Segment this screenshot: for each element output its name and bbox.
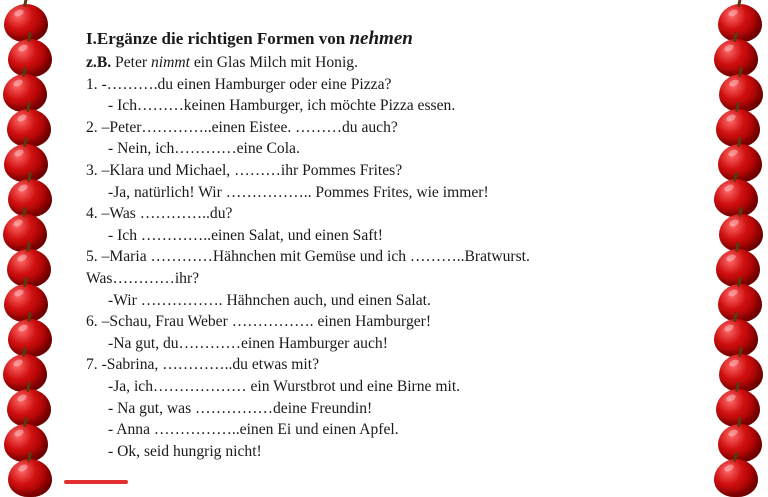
apple-icon [8, 179, 52, 217]
exercise-line: -Ja, ich……………… ein Wurstbrot und eine Birne mit. [108, 377, 461, 395]
exercise-line: - Ich………keinen Hamburger, ich möchte Pizza essen. [108, 97, 456, 115]
apple-icon [4, 144, 48, 182]
apple-icon [3, 214, 47, 252]
exercise-line: 1. -……….du einen Hamburger oder eine Pizza? [86, 75, 392, 93]
example-line [86, 52, 706, 74]
exercise-line: 6. –Schau, Frau Weber ……………. einen Hamburger! [86, 313, 432, 331]
exercise-line: - Nein, ich…………eine Cola. [108, 140, 300, 158]
apple-icon [8, 459, 52, 497]
apple-icon [7, 109, 51, 147]
exercise-line: Was…………ihr? [86, 269, 200, 287]
exercise-line: 2. –Peter…………..einen Eistee. ………du auch? [86, 118, 398, 136]
exercise-line: - Na gut, was ……………deine Freundin! [108, 399, 373, 417]
apple-icon [8, 319, 52, 357]
worksheet-title [86, 26, 706, 52]
apple-icon [719, 214, 763, 252]
apple-icon [718, 144, 762, 182]
exercise-line: -Wir ……………. Hähnchen auch, und einen Salat. [108, 291, 431, 309]
exercise-line: 5. –Maria …………Hähnchen mit Gemüse und ich ………..Bratwurst. [86, 248, 530, 266]
apple-icon [714, 39, 758, 77]
apple-border-left [0, 0, 56, 484]
exercise-line: -Ja, natürlich! Wir …………….. Pommes Frites, wie immer! [108, 183, 489, 201]
exercise-line: 7. -Sabrina, …………..du etwas mit? [86, 356, 320, 374]
example-post: ein Glas Milch mit Honig. [189, 54, 359, 71]
apple-icon [718, 424, 762, 462]
red-bar [64, 480, 128, 484]
apple-border-right [712, 0, 768, 484]
apple-icon [7, 249, 51, 287]
title-text: I.Ergänze die richtigen Formen von [86, 29, 350, 48]
apple-icon [3, 74, 47, 112]
title-verb: nehmen [349, 28, 413, 49]
exercise-line: - Ok, seid hungrig nicht! [108, 442, 262, 460]
exercise-line: - Anna ……………..einen Ei und einen Apfel. [108, 421, 399, 439]
apple-icon [719, 74, 763, 112]
example-pre: Peter [111, 54, 151, 71]
exercise-line: - Ich …………..einen Salat, und einen Saft! [108, 226, 383, 244]
apple-icon [714, 459, 758, 497]
apple-icon [719, 354, 763, 392]
apple-icon [4, 4, 48, 42]
example-verb: nimmt [150, 54, 190, 71]
exercise-list [86, 74, 706, 463]
example-label: z.B. [86, 54, 112, 71]
apple-icon [8, 39, 52, 77]
exercise-line: -Na gut, du…………einen Hamburger auch! [108, 334, 388, 352]
apple-icon [718, 284, 762, 322]
apple-icon [714, 319, 758, 357]
apple-icon [714, 179, 758, 217]
apple-icon [7, 389, 51, 427]
exercise-line: 4. –Was …………..du? [86, 205, 233, 223]
apple-icon [718, 4, 762, 42]
apple-icon [4, 424, 48, 462]
apple-icon [3, 354, 47, 392]
apple-icon [4, 284, 48, 322]
worksheet [86, 26, 706, 462]
exercise-line: 3. –Klara und Michael, ………ihr Pommes Frites? [86, 161, 403, 179]
